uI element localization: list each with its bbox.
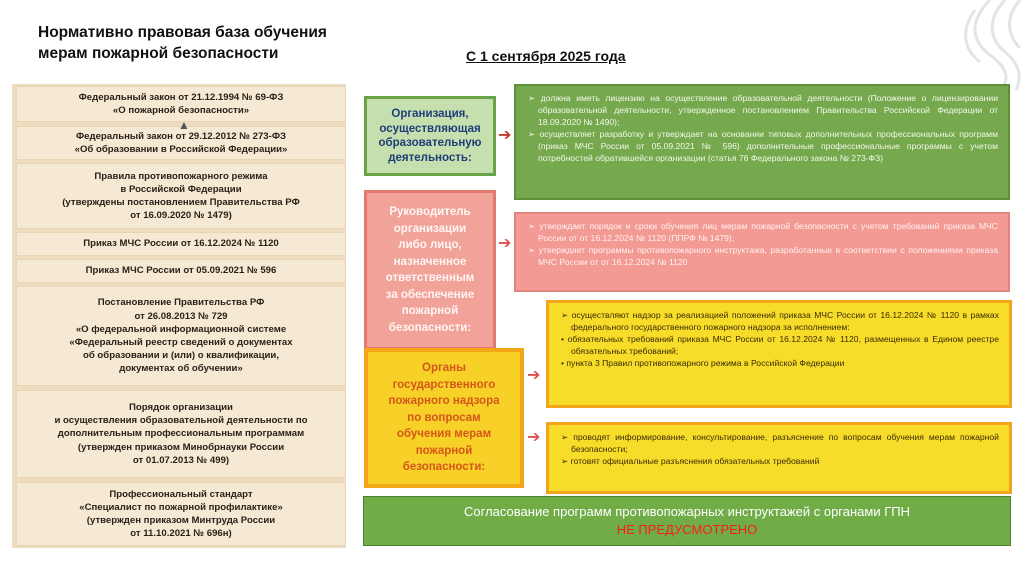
gpn-point: ➢ проводят информирование, консультирование, разъяснение по вопросам обучения мерам пожарной безопасности; [561,432,999,454]
law-item: Приказ МЧС России от 05.09.2021 № 596 [16,259,346,283]
arrow-right-icon: ➔ [498,127,512,144]
notice-banner [363,496,1011,546]
effective-date: С 1 сентября 2025 года [466,48,626,64]
law-item: Приказ МЧС России от 16.12.2024 № 1120 [16,232,346,256]
page-title [38,22,398,64]
notice-text: Согласование программ противопожарных инструктажей с органами ГПН [464,504,910,519]
page-title-line1: Нормативно правовая база обучения [38,24,327,41]
head-point: ➢ утверждает программы противопожарного инструктажа, разработанные в соответствии с положениями приказа МЧС России от от 16.12.2024 № 1120 [528,245,998,267]
gpn-point: ➢ осуществляют надзор за реализацией положений приказа МЧС России от 16.12.2024 № 1120 в рамках федерального государственного пожарного надзора за исполнением: [561,310,999,332]
law-item: Правила противопожарного режима в Российской Федерации (утверждены постановлением Правительства РФ от 16.09.2020 № 1479) [16,163,346,229]
law-item: Федеральный закон от 29.12.2012 № 273-ФЗ «Об образовании в Российской Федерации» [16,126,346,160]
gpn-label: Органы государственного пожарного надзора по вопросам обучения мерам пожарной безопасности: [364,348,524,488]
head-label: Руководитель организации либо лицо, назначенное ответственным за обеспечение пожарной безопасности: [364,190,496,350]
law-item: Профессиональный стандарт «Специалист по пожарной профилактике» (утвержден приказом Минтруда России от 11.10.2021 № 696н) [16,482,346,546]
arrow-right-icon: ➔ [498,235,512,252]
organization-point: ➢ должна иметь лицензию на осуществление образовательной деятельности (Положение о лицензировании образовательной деятельности, утвержденное постановлением Правительства Российской Федерации от 18.09.2020 № 1490); [528,93,998,127]
head-card [514,212,1010,292]
organization-card [514,84,1010,200]
arrow-right-icon: ➔ [527,429,541,446]
gpn-point: ➢ готовят официальные разъяснения обязательных требований [561,456,820,466]
organization-label: Организация, осуществляющая образовательную деятельность: [364,96,496,176]
notice-warning: НЕ ПРЕДУСМОТРЕНО [616,522,758,537]
gpn-point: • пункта 3 Правил противопожарного режима в Российской Федерации [561,358,845,368]
gpn-point: • обязательных требований приказа МЧС России от 16.12.2024 № 1120, размещенных в Едином реестре обязательных требований; [561,334,999,356]
gpn-supervision-card [546,300,1012,408]
head-point: ➢ утверждает порядок и сроки обучения лиц мерам пожарной безопасности с учетом требований приказа МЧС России от от 16.12.2024 № 1120 (ППРФ № 1479); [528,221,998,243]
cursor-icon: ▲ [178,118,190,132]
emblem-icon [930,0,1024,90]
law-item: Федеральный закон от 21.12.1994 № 69-ФЗ «О пожарной безопасности» [16,86,346,122]
page-title-line2: мерам пожарной безопасности [38,45,279,62]
law-item: Постановление Правительства РФ от 26.08.2013 № 729 «О федеральной информационной системе «Федеральный реестр сведений о документах об образовании и (или) о квалификации, документах об обучении» [16,286,346,386]
law-item: Порядок организации и осуществления образовательной деятельности по дополнительным профессиональным программам (утвержден приказом Минобрнауки России от 01.07.2013 № 499) [16,390,346,478]
gpn-consulting-card [546,422,1012,494]
arrow-right-icon: ➔ [527,367,541,384]
organization-point: ➢ осуществляет разработку и утверждает на основании типовых дополнительных профессиональных программ (приказ МЧС России от 05.09.2021 № 596) дополнительные профессиональные программы с учетом потребностей обратившейся организации (статья 76 Федерального закона № 273-ФЗ) [528,129,998,163]
